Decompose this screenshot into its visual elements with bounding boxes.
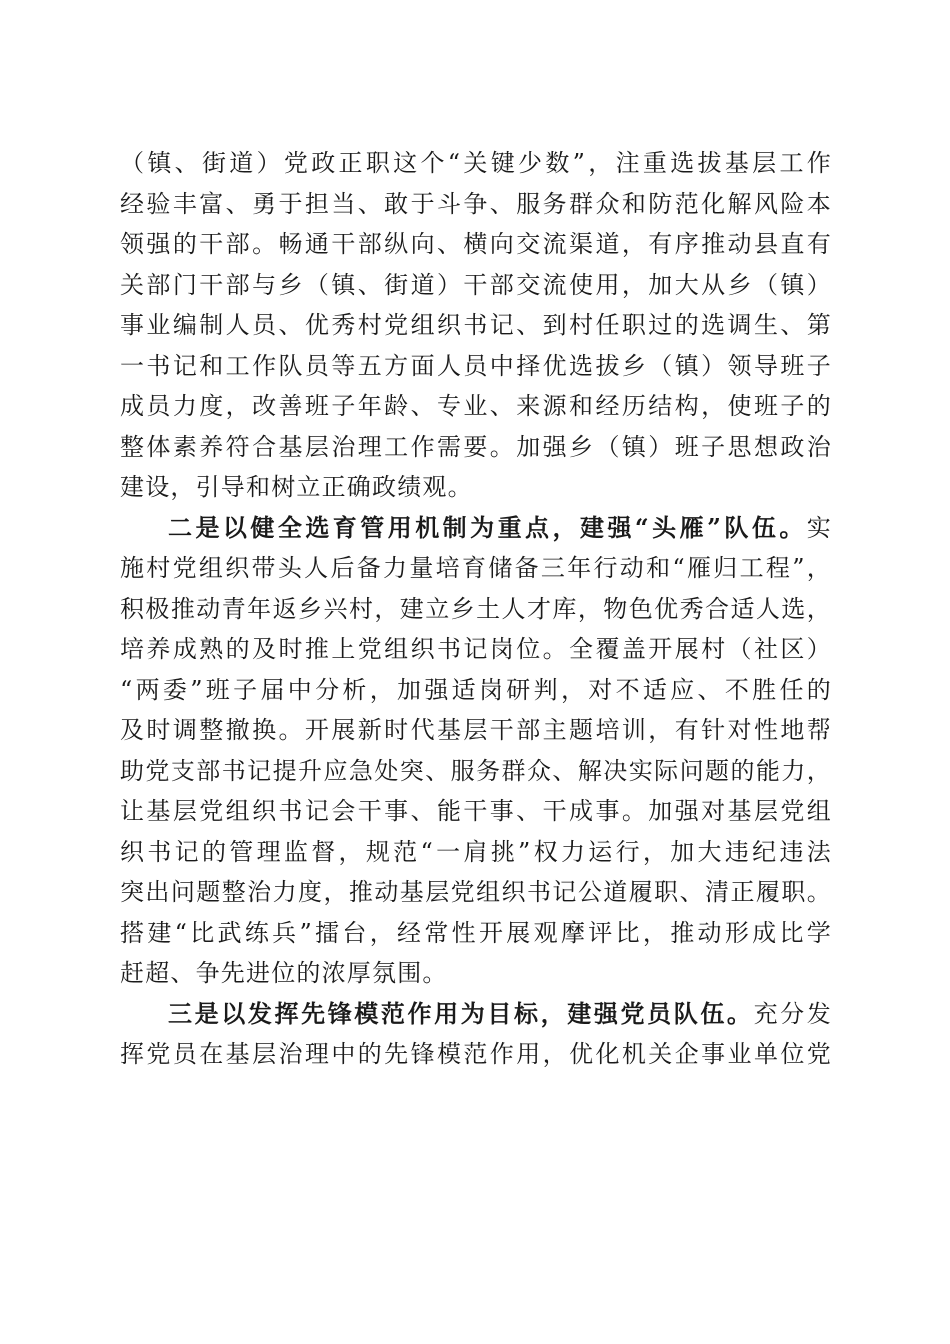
paragraph-first-line [120,994,832,1035]
text-line: “两委”班子届中分析，加强适岗研判，对不适应、不胜任的 [120,675,832,704]
text-line: 建设，引导和树立正确政绩观。 [120,473,473,501]
paragraph-3 [120,994,832,1075]
text-line: 织书记的管理监督，规范“一肩挑”权力运行，加大违纪违法 [120,837,832,866]
text-line: 事业编制人员、优秀村党组织书记、到村任职过的选调生、第 [120,311,832,339]
text-line: （镇、街道）党政正职这个“关键少数”，注重选拔基层工作 [120,149,832,177]
text-line: 助党支部书记提升应急处突、服务群众、解决实际问题的能力， [120,756,832,785]
text-line: 及时调整撤换。开展新时代基层干部主题培训，有针对性地帮 [120,716,832,744]
text-line: 积极推动青年返乡兴村，建立乡土人才库，物色优秀合适人选， [120,594,832,623]
text-line: 挥党员在基层治理中的先锋模范作用，优化机关企事业单位党 [120,1040,832,1068]
paragraph-first-line [120,508,832,549]
text-line: 培养成熟的及时推上党组织书记岗位。全覆盖开展村（社区） [120,635,832,663]
text-line: 整体素养符合基层治理工作需要。加强乡（镇）班子思想政治 [120,432,832,461]
text-line: 突出问题整治力度，推动基层党组织书记公道履职、清正履职。 [120,878,832,906]
paragraph-heading: 三是以发挥先锋模范作用为目标，建强党员队伍。 [168,998,754,1028]
text-line: 领强的干部。畅通干部纵向、横向交流渠道，有序推动县直有 [120,230,832,258]
paragraph-2 [120,508,832,994]
text-line: 让基层党组织书记会干事、能干事、干成事。加强对基层党组 [120,797,832,825]
text-line: 一书记和工作队员等五方面人员中择优选拔乡（镇）领导班子 [120,351,832,380]
text-line: 搭建“比武练兵”擂台，经常性开展观摩评比，推动形成比学 [120,918,832,947]
text-line: 施村党组织带头人后备力量培育储备三年行动和“雁归工程”， [120,554,832,582]
text-line: 关部门干部与乡（镇、街道）干部交流使用，加大从乡（镇） [120,270,832,299]
text-line: 成员力度，改善班子年龄、专业、来源和经历结构，使班子的 [120,392,832,420]
paragraph-1 [120,143,832,508]
text-line: 赶超、争先进位的浓厚氛围。 [120,959,448,987]
heading-continuation: 实 [806,513,832,542]
document-body [120,143,832,1075]
text-line: 经验丰富、勇于担当、敢于斗争、服务群众和防范化解风险本 [120,189,832,218]
paragraph-heading: 二是以健全选育管用机制为重点，建强“头雁”队伍。 [168,512,807,542]
heading-continuation: 充分发 [753,999,832,1028]
